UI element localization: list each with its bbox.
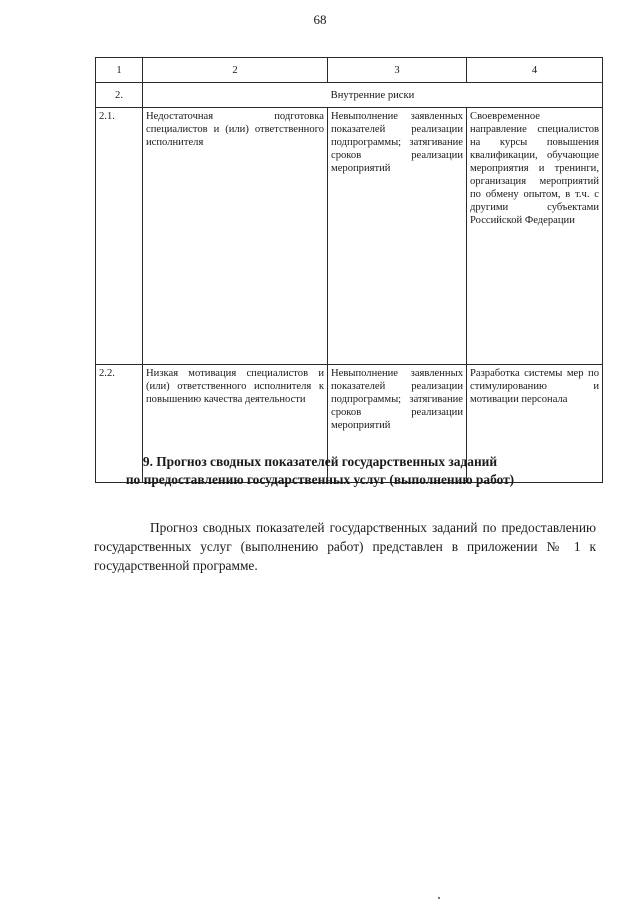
group-title: Внутренние риски (143, 83, 603, 108)
risk-consequence: Невыполнение заявленных показателей реализации подпрограммы; затягивание сроков реализации мероприятий (328, 108, 467, 365)
risk-table (95, 57, 603, 483)
table-header-row (96, 58, 603, 83)
risk-description: Низкая мотивация специалистов и (или) ответственного исполнителя к повышению качества деятельности (143, 365, 328, 483)
table-row (96, 108, 603, 365)
scan-speck (438, 897, 440, 899)
group-number: 2. (96, 83, 143, 108)
column-number-4: 4 (467, 58, 603, 83)
page-number: 68 (313, 12, 327, 27)
section-title-line-2: по предоставлению государственных услуг (выполнению работ) (125, 472, 515, 487)
risk-description: Недостаточная подготовка специалистов и (или) ответственного исполнителя (143, 108, 328, 365)
column-number-3: 3 (328, 58, 467, 83)
column-number-1: 1 (96, 58, 143, 83)
group-row (96, 83, 603, 108)
risk-measures: Своевременное направление специалистов на курсы повышения квалификации, обучающие мероприятия и тренинги, организация мероприятий по обмену опытом, в т.ч. с другими субъектами Российской Федерации (467, 108, 603, 365)
section-title-line-1: 9. Прогноз сводных показателей государственных заданий (142, 454, 498, 469)
row-number: 2.1. (96, 108, 143, 365)
risk-measures: Разработка системы мер по стимулированию и мотивации персонала (467, 365, 603, 483)
section-paragraph: Прогноз сводных показателей государственных заданий по предоставлению государственных услуг (выполнению работ) представлен в приложении № 1 к государственной программе. (94, 520, 596, 574)
section-title (60, 453, 580, 489)
row-number: 2.2. (96, 365, 143, 483)
risk-consequence: Невыполнение заявленных показателей реализации подпрограммы; затягивание сроков реализации мероприятий (328, 365, 467, 483)
column-number-2: 2 (143, 58, 328, 83)
